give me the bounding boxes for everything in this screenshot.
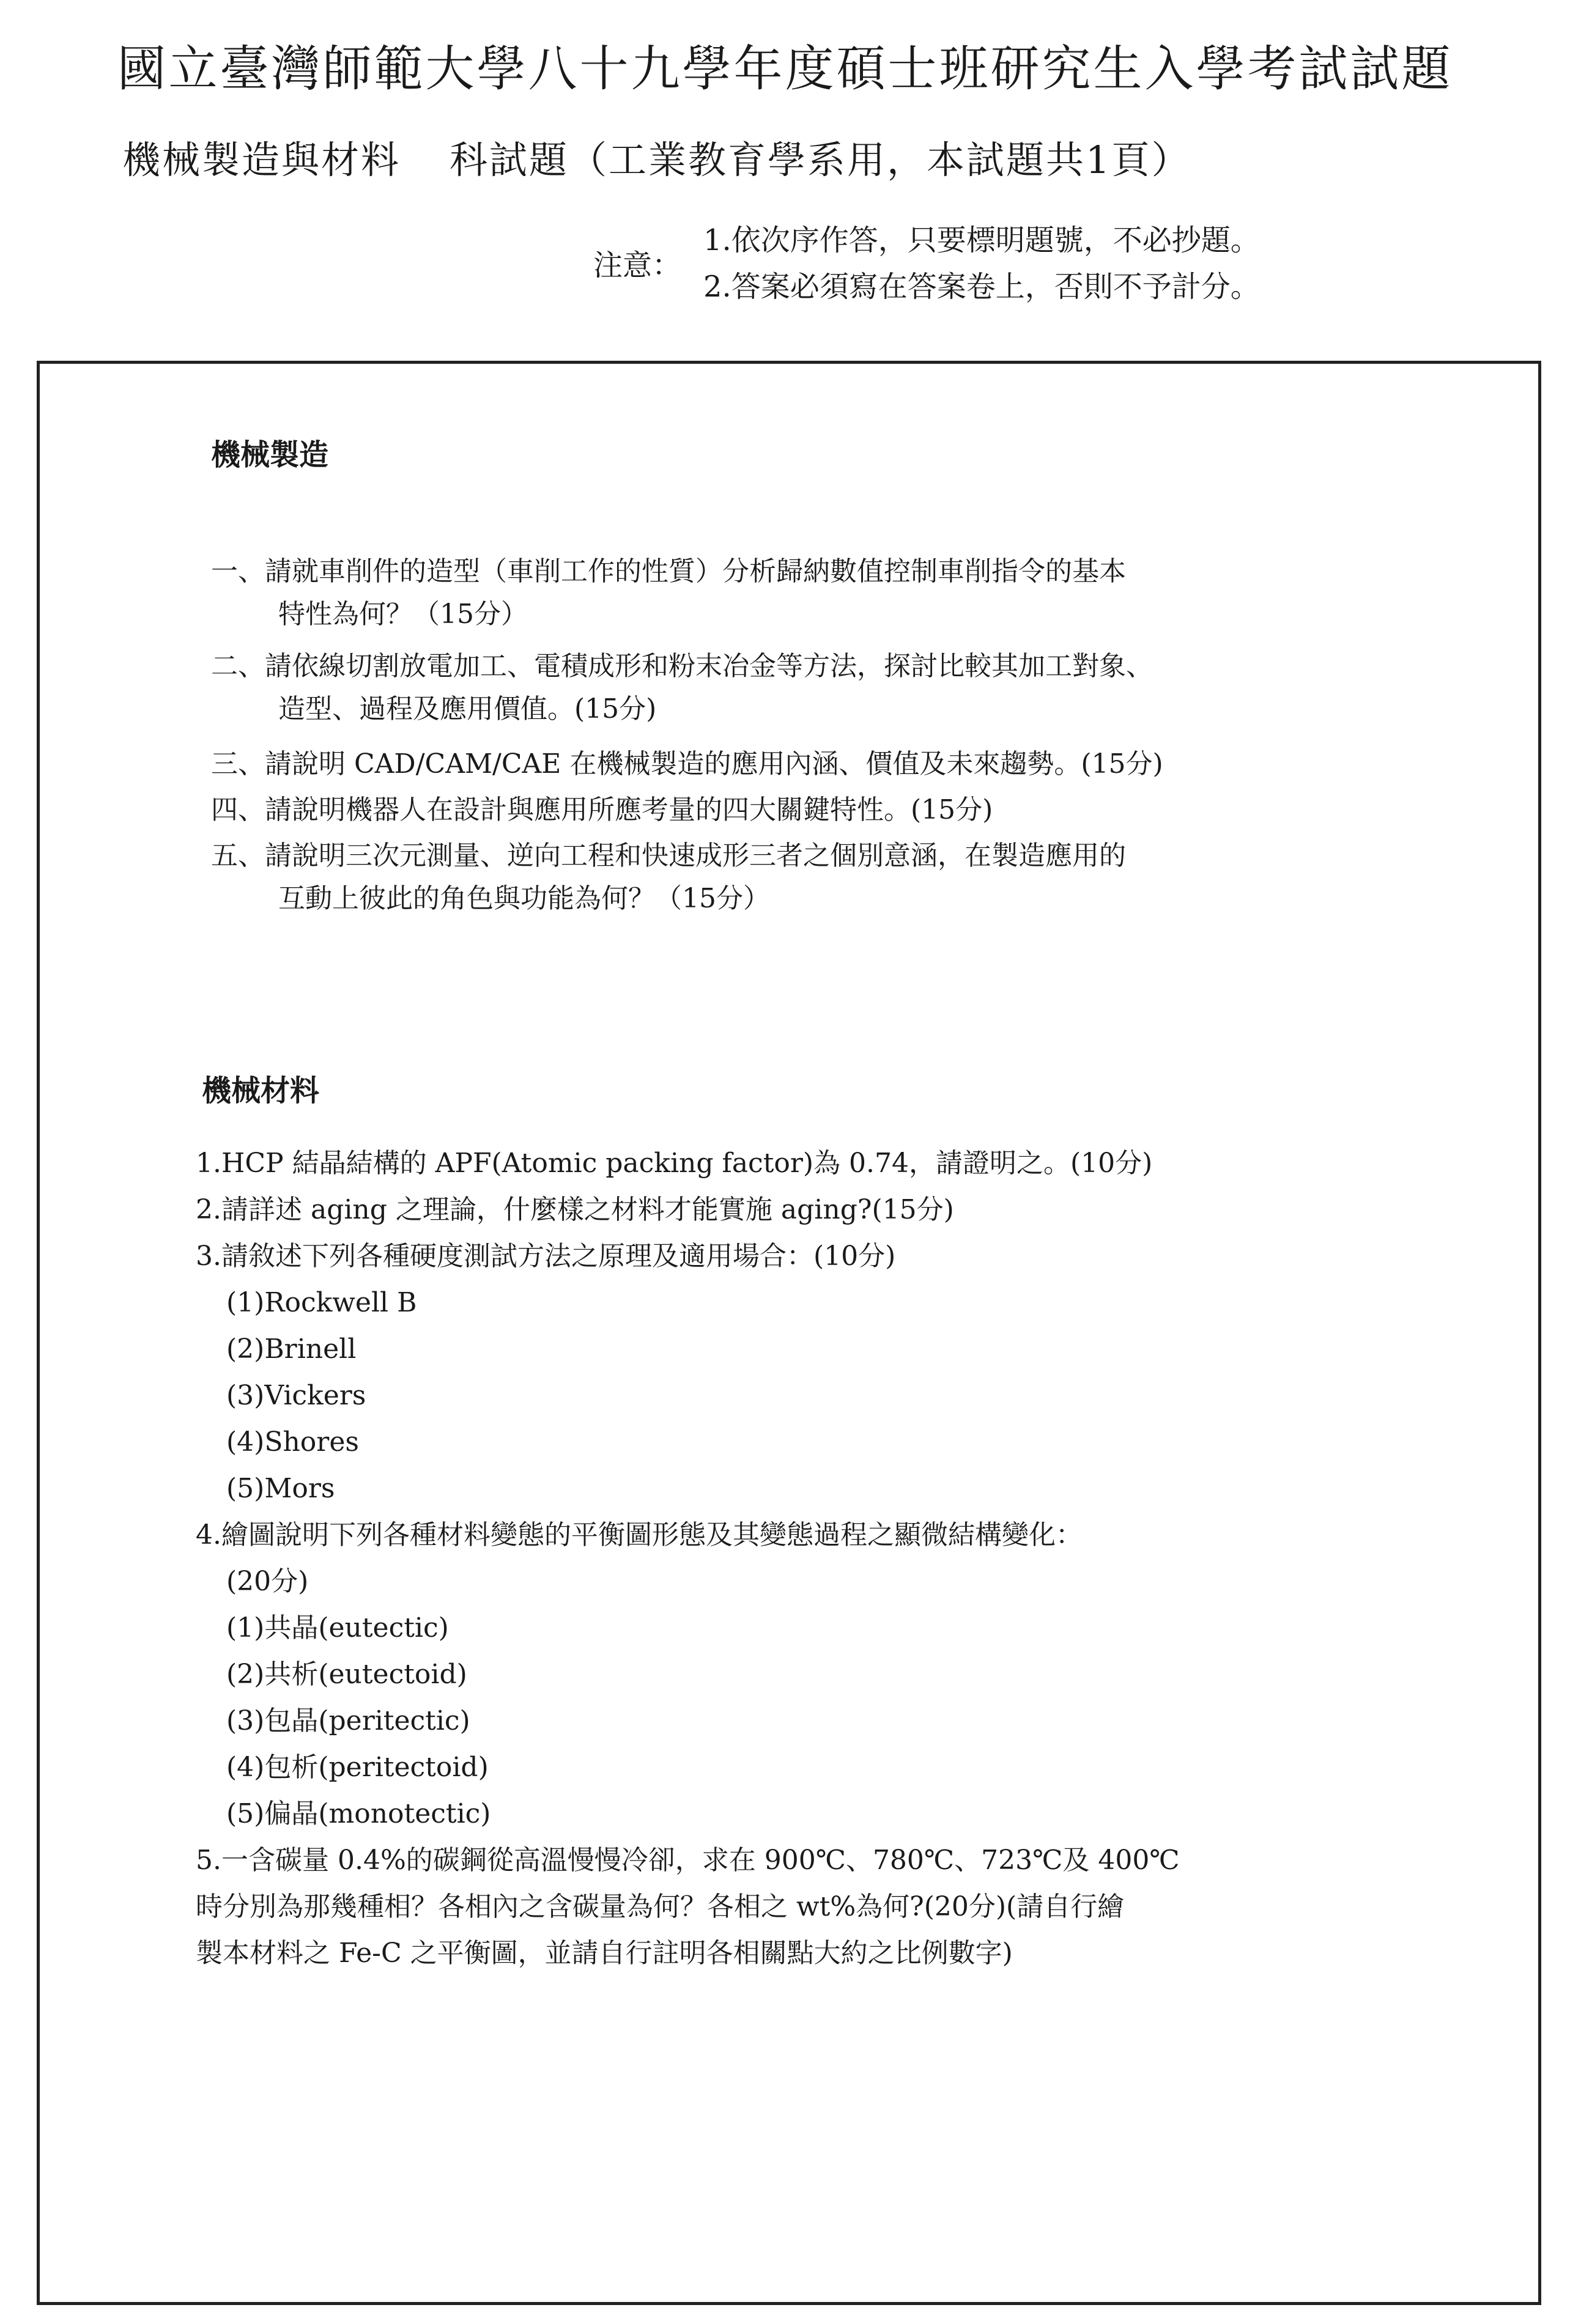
subject-name: 機械製造與材料 — [122, 138, 401, 182]
manufacturing-question-2: 二、請依線切割放電加工、電積成形和粉末冶金等方法，探討比較其加工對象、 造型、過程及應用價值。(15分) — [211, 651, 1153, 725]
manufacturing-question-4: 四、請說明機器人在設計與應用所應考量的四大關鍵特性。(15分) — [211, 794, 993, 825]
paper-info: 科試題（工業教育學系用，本試題共1頁） — [450, 138, 1191, 182]
list-item: (3)Vickers — [226, 1380, 366, 1411]
materials-question-5: 5.一含碳量 0.4%的碳鋼從高溫慢慢冷卻，求在 900℃、780℃、723℃及 400℃ 時分別為那幾種相？各相內之含碳量為何？各相之 wt%為何?(20分)(請自行繪 製本材料之 Fe-C 之平衡圖，並請自行註明各相關點大約之比例數字) — [196, 1845, 1180, 1969]
notice-item: 1.依次序作答，只要標明題號，不必抄題。 — [703, 223, 1260, 257]
list-item: (1)Rockwell B — [226, 1287, 417, 1318]
notice-items — [703, 217, 1260, 310]
materials-question-1: 1.HCP 結晶結構的 APF(Atomic packing factor)為 0.74，請證明之。(10分) — [196, 1148, 1153, 1179]
materials-question-4: 4.繪圖說明下列各種材料變態的平衡圖形態及其變態過程之顯微結構變化： — [196, 1519, 1083, 1551]
list-item: (1)共晶(eutectic) — [226, 1612, 449, 1643]
list-item: (3)包晶(peritectic) — [226, 1705, 470, 1736]
exam-subtitle — [122, 130, 1191, 184]
manufacturing-question-3: 三、請說明 CAD/CAM/CAE 在機械製造的應用內涵、價值及未來趨勢。(15分) — [211, 748, 1163, 780]
notice-item: 2.答案必須寫在答案卷上，否則不予計分。 — [703, 270, 1260, 304]
list-item: (5)偏晶(monotectic) — [226, 1798, 491, 1829]
list-item: (2)共析(eutectoid) — [226, 1659, 467, 1690]
list-item: (2)Brinell — [226, 1334, 357, 1365]
manufacturing-heading: 機械製造 — [211, 438, 329, 472]
manufacturing-question-1: 一、請就車削件的造型（車削工作的性質）分析歸納數值控制車削指令的基本 特性為何？（15分） — [211, 556, 1126, 630]
list-item: (5)Mors — [226, 1473, 335, 1504]
materials-question-3: 3.請敘述下列各種硬度測試方法之原理及適用場合：(10分) — [196, 1241, 896, 1272]
manufacturing-question-5: 五、請說明三次元測量、逆向工程和快速成形三者之個別意涵，在製造應用的 互動上彼此的角色與功能為何？（15分） — [211, 840, 1126, 914]
hardness-test-list — [196, 1280, 1180, 1512]
materials-questions — [196, 1140, 1180, 1977]
materials-question-2: 2.請詳述 aging 之理論，什麼樣之材料才能實施 aging?(15分) — [196, 1194, 954, 1225]
list-item: (4)Shores — [226, 1426, 359, 1458]
question-points: (20分) — [226, 1566, 309, 1597]
phase-transformation-list — [196, 1559, 1180, 1837]
list-item: (4)包析(peritectoid) — [226, 1752, 489, 1783]
notice-label: 注意： — [593, 248, 682, 282]
exam-title: 國立臺灣師範大學八十九學年度碩士班研究生入學考試試題 — [117, 40, 1453, 97]
materials-heading: 機械材料 — [202, 1074, 320, 1108]
